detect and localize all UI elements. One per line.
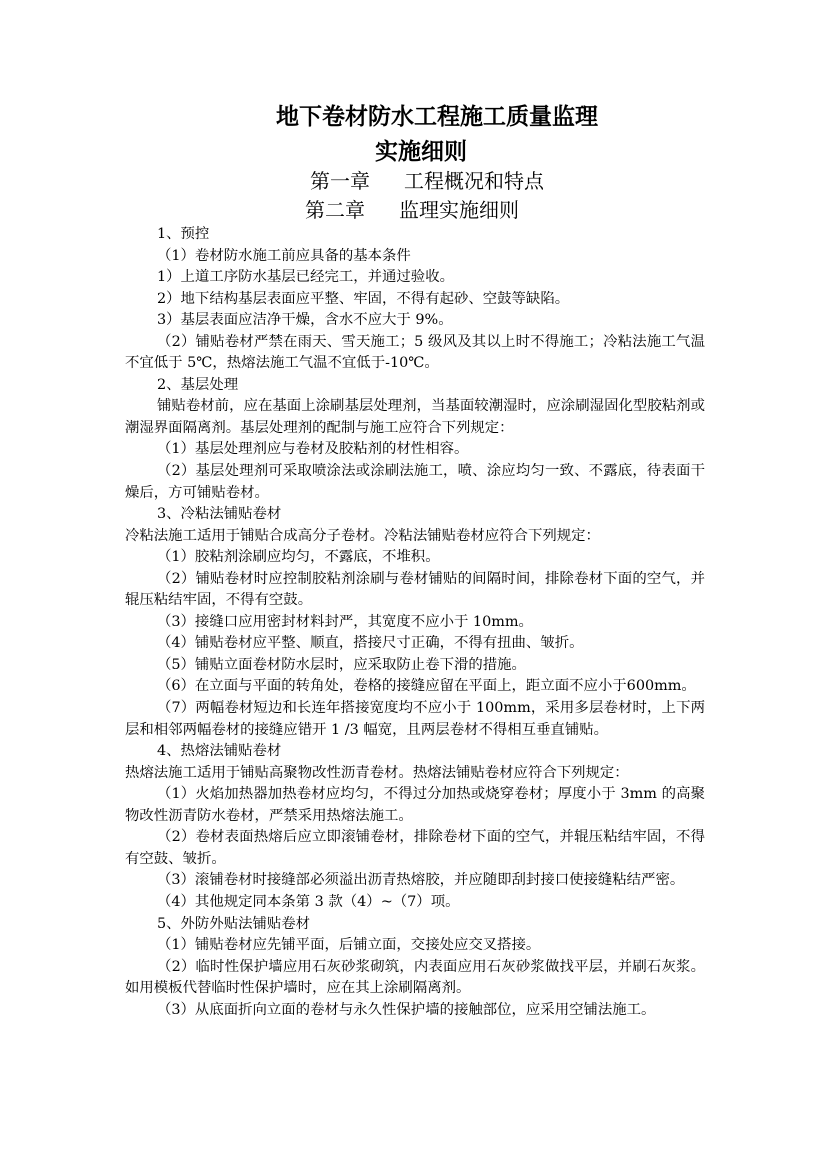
paragraph: 冷粘法施工适用于铺贴合成高分子卷材。冷粘法铺贴卷材应符合下列规定： <box>125 527 600 544</box>
chapter-heading-1 <box>310 168 544 194</box>
section-heading-external-application: 5、外防外贴法铺贴卷材 <box>157 915 311 932</box>
chapter-heading-2 <box>305 197 519 223</box>
document-title-line-1: 地下卷材防水工程施工质量监理 <box>276 103 598 130</box>
paragraph: （7）两幅卷材短边和长连年搭接宽度均不应小于 100mm，采用多层卷材时，上下两层和相邻两幅卷材的接缝应错开 1 /3 幅宽，且两层卷材不得相互垂直铺贴。 <box>125 700 705 738</box>
paragraph: 铺贴卷材前，应在基面上涂刷基层处理剂，当基面较潮湿时，应涂刷湿固化型胶粘剂或潮湿界面隔离剂。基层处理剂的配制与施工应符合下列规定： <box>125 398 705 436</box>
paragraph: （5）铺贴立面卷材防水层时，应采取防止卷下滑的措施。 <box>157 656 526 673</box>
section-heading-hot-melt: 4、热熔法铺贴卷材 <box>157 743 282 760</box>
paragraph: （3）接缝口应用密封材料封严，其宽度不应小于 10mm。 <box>157 613 533 630</box>
section-heading-cold-bonding: 3、冷粘法铺贴卷材 <box>157 506 282 523</box>
paragraph: 3）基层表面应洁净干燥，含水不应大于 9%。 <box>157 312 453 329</box>
paragraph: （4）铺贴卷材应平整、顺直，搭接尺寸正确，不得有扭曲、皱折。 <box>157 635 584 652</box>
paragraph: （1）基层处理剂应与卷材及胶粘剂的材性相容。 <box>157 441 469 458</box>
paragraph: （6）在立面与平面的转角处，卷格的接缝应留在平面上，距立面不应小于600mm。 <box>157 678 696 695</box>
paragraph: 热熔法施工适用于铺贴高聚物改性沥青卷材。热熔法铺贴卷材应符合下列规定： <box>125 764 629 781</box>
paragraph: 2）地下结构基层表面应平整、牢固，不得有起砂、空鼓等缺陷。 <box>157 290 570 307</box>
paragraph: 1）上道工序防水基层已经完工，并通过验收。 <box>157 269 454 286</box>
chapter-name: 监理实施细则 <box>399 198 519 222</box>
paragraph: （2）铺贴卷材严禁在雨天、雪天施工；5 级风及其以上时不得施工；冷粘法施工气温不宜低于 5℃，热熔法施工气温不宜低于-10℃。 <box>125 333 705 372</box>
paragraph: （2）铺贴卷材时应控制胶粘剂涂刷与卷材铺贴的间隔时间，排除卷材下面的空气，并辊压粘结牢固，不得有空鼓。 <box>125 570 705 609</box>
paragraph: （2）临时性保护墙应用石灰砂浆砌筑，内表面应用石灰砂浆做找平层，并刷石灰浆。如用模板代替临时性保护墙时，应在其上涂刷隔离剂。 <box>125 958 705 997</box>
paragraph: （2）基层处理剂可采取喷涂法或涂刷法施工，喷、涂应均匀一致、不露底，待表面干燥后，方可铺贴卷材。 <box>125 463 705 501</box>
paragraph: （3）滚铺卷材时接缝部必须溢出沥青热熔胶，并应随即刮封接口使接缝粘结严密。 <box>157 872 685 889</box>
paragraph: （4）其他规定同本条第 3 款（4）~（7）项。 <box>157 893 460 910</box>
chapter-name: 工程概况和特点 <box>404 169 544 193</box>
chapter-number: 第二章 <box>305 198 365 222</box>
paragraph: （3）从底面折向立面的卷材与永久性保护墙的接触部位，应采用空铺法施工。 <box>157 1001 656 1018</box>
paragraph: （1）铺贴卷材应先铺平面，后铺立面，交接处应交叉搭接。 <box>157 937 541 954</box>
section-heading-preconditions: 1、预控 <box>157 226 210 242</box>
paragraph: （2）卷材表面热熔后应立即滚铺卷材，排除卷材下面的空气，并辊压粘结牢固，不得有空鼓、皱折。 <box>125 829 705 867</box>
document-title-line-2: 实施细则 <box>375 138 467 165</box>
chapter-number: 第一章 <box>310 169 370 193</box>
paragraph: （1）胶粘剂涂刷应均匀，不露底，不堆积。 <box>157 549 440 566</box>
section-heading-base-treatment: 2、基层处理 <box>157 376 239 393</box>
document-body <box>125 224 705 1021</box>
paragraph: （1）火焰加热器加热卷材应均匀，不得过分加热或烧穿卷材；厚度小于 3mm 的高聚物改性沥青防水卷材，严禁采用热熔法施工。 <box>125 786 705 824</box>
paragraph: （1）卷材防水施工前应具备的基本条件 <box>157 247 411 264</box>
